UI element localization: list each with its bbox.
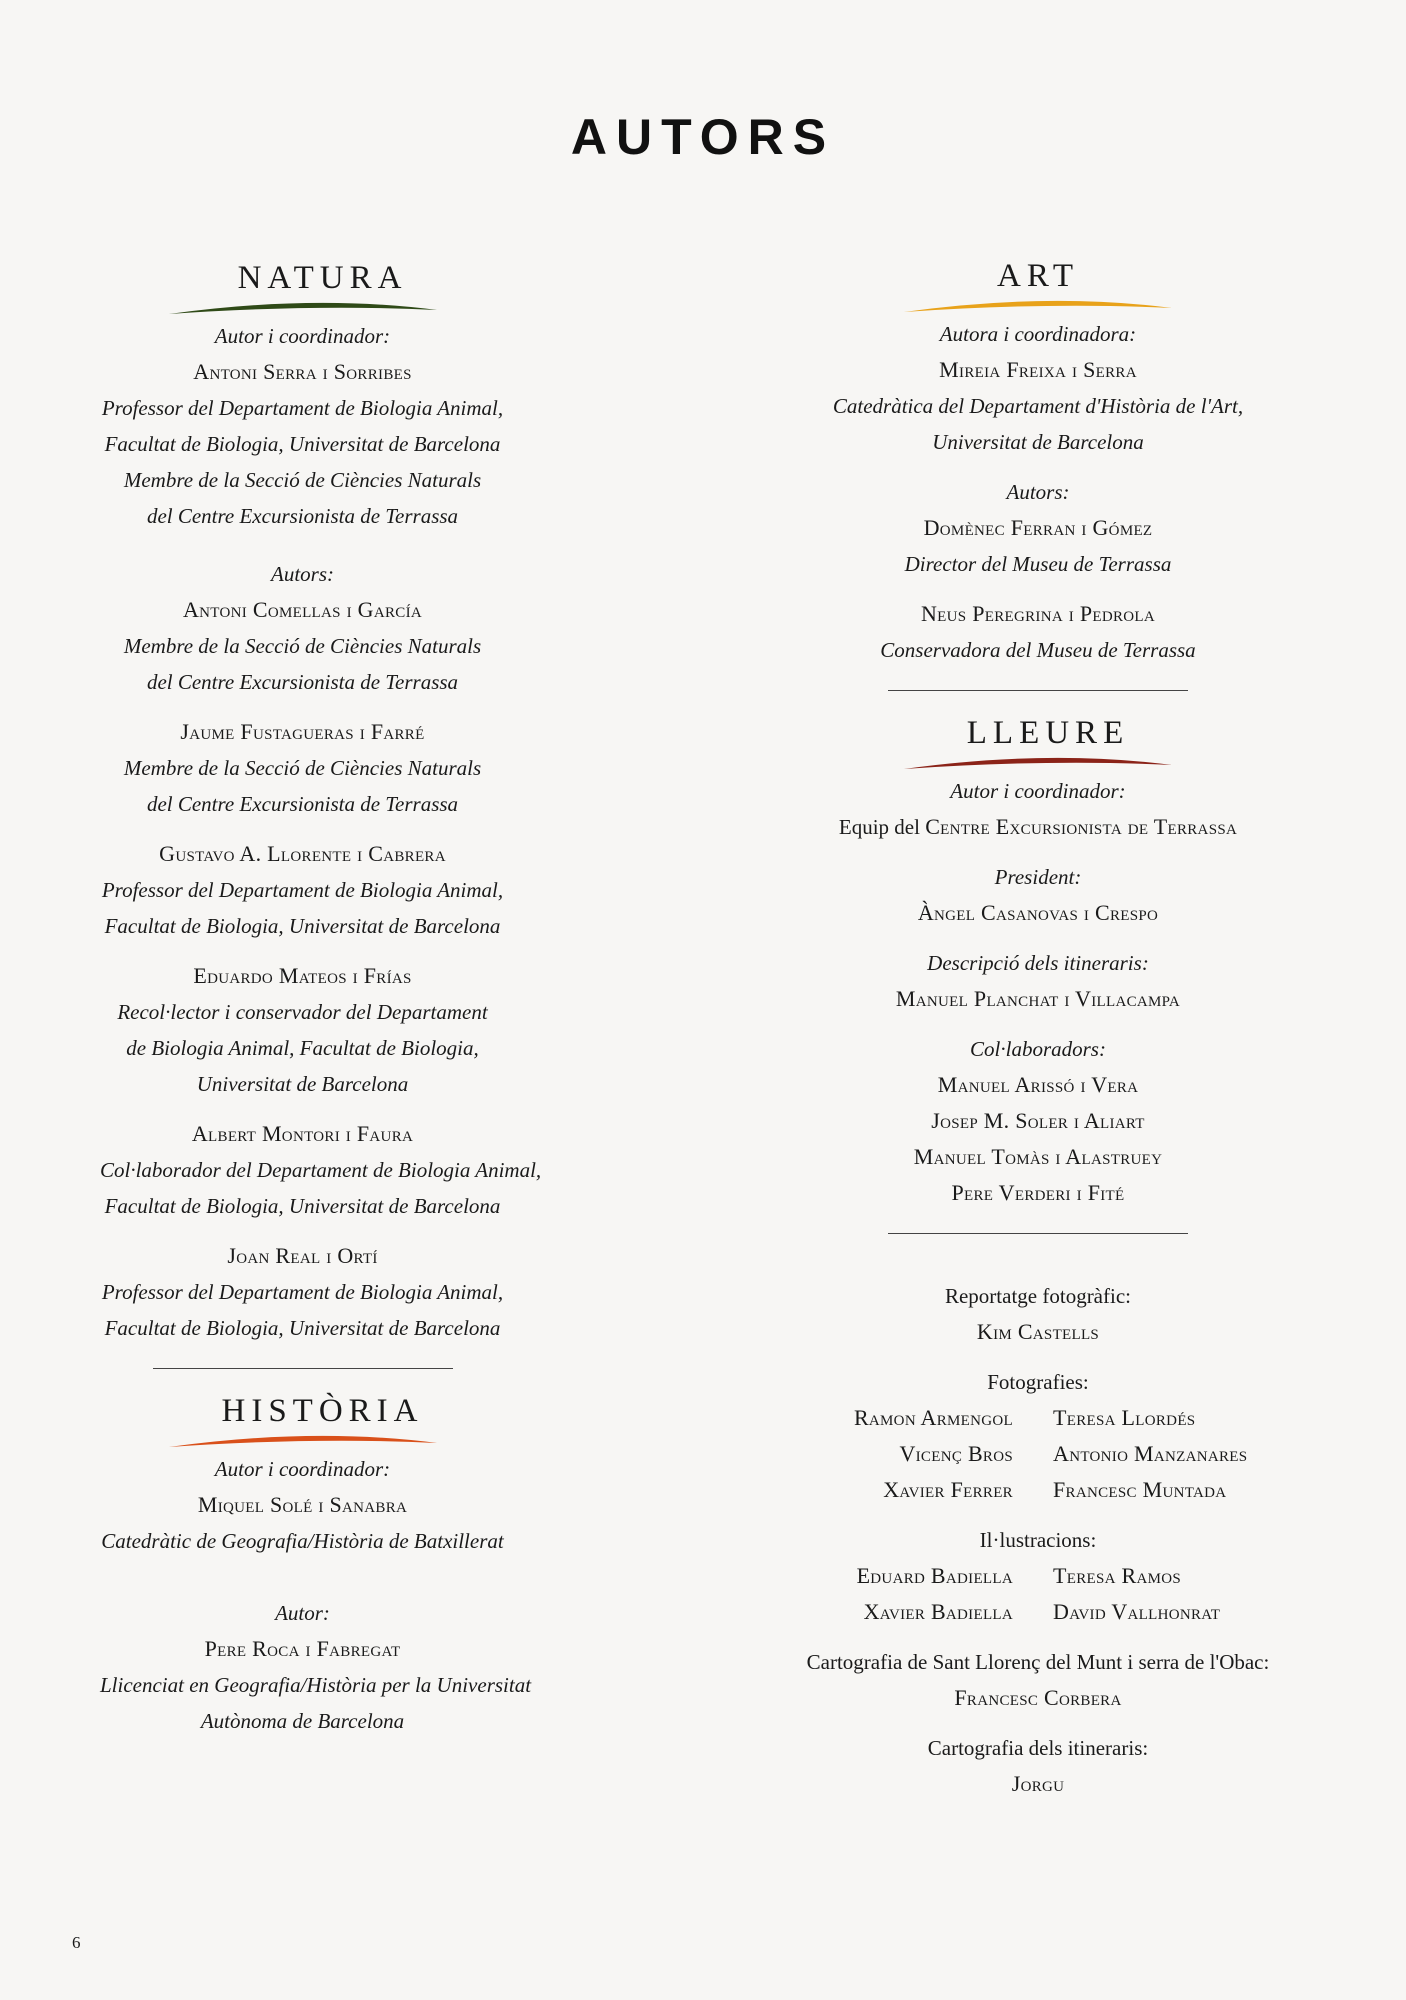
natura-author-desc: Recol·lector i conservador del Departament [117, 1000, 488, 1024]
natura-author-desc: Universitat de Barcelona [196, 1072, 409, 1096]
art-coord-desc-2: Universitat de Barcelona [932, 430, 1144, 454]
natura-authors-label: Autors: [271, 562, 334, 586]
art-coord-desc-1: Catedràtica del Departament d'Història de l'Art, [832, 394, 1244, 418]
photos-label: Fotografies: [987, 1370, 1089, 1394]
historia-coord-desc: Catedràtic de Geografia/Història de Batxillerat [101, 1529, 504, 1553]
natura-coord-desc-1: Professor del Departament de Biologia Animal, [101, 396, 504, 420]
art-coord-name: Mireia Freixa i Serra [939, 357, 1137, 382]
illus-label: Il·lustracions: [979, 1528, 1097, 1552]
natura-author-name: Albert Montori i Faura [191, 1121, 414, 1146]
natura-author-desc: del Centre Excursionista de Terrassa [146, 670, 459, 694]
natura-heading: NATURA [237, 260, 408, 296]
art-author-desc: Director del Museu de Terrassa [904, 552, 1172, 576]
page-title: AUTORS [570, 109, 836, 165]
art-author-name: Domènec Ferran i Gómez [923, 515, 1153, 540]
lleure-section-header [728, 713, 1348, 773]
carto1-name: Francesc Corbera [954, 1685, 1122, 1710]
historia-heading: HISTÒRIA [221, 1393, 424, 1429]
historia-author-desc-1: Llicenciat en Geografia/Història per la Universitat [100, 1673, 532, 1697]
photos-row [728, 1400, 1348, 1436]
lleure-collaborator: Manuel Tomàs i Alastruey [913, 1144, 1163, 1169]
lleure-coord-name-org: Centre Excursionista de Terrassa [925, 814, 1238, 839]
historia-author-desc-2: Autònoma de Barcelona [200, 1709, 405, 1733]
natura-author-name: Antoni Comellas i García [182, 597, 423, 622]
lleure-coord-name-prefix: Equip del [838, 815, 920, 839]
lleure-swoosh [898, 753, 1178, 773]
photographer-name: Vicenç Bros [899, 1441, 1013, 1466]
natura-coord-desc-3: Membre de la Secció de Ciències Naturals [123, 468, 482, 492]
photographer-name: Ramon Armengol [853, 1405, 1013, 1430]
illustrator-name: Eduard Badiella [856, 1563, 1013, 1588]
natura-author-desc: Facultat de Biologia, Universitat de Barcelona [104, 1316, 501, 1340]
natura-author-desc: Col·laborador del Departament de Biologia Animal, [100, 1158, 542, 1182]
historia-author-label: Autor: [275, 1601, 330, 1625]
lleure-desc-label: Descripció dels itineraris: [927, 951, 1149, 975]
carto2-label: Cartografia dels itineraris: [927, 1736, 1149, 1760]
carto1-label: Cartografia de Sant Llorenç del Munt i serra de l'Obac: [806, 1650, 1270, 1674]
historia-swoosh [163, 1431, 443, 1451]
natura-author-desc: Facultat de Biologia, Universitat de Barcelona [104, 914, 501, 938]
photos-row [728, 1436, 1348, 1472]
natura-coord-desc-2: Facultat de Biologia, Universitat de Barcelona [104, 432, 501, 456]
art-coord-label: Autora i coordinadora: [939, 322, 1137, 346]
photographer-name: Francesc Muntada [1053, 1477, 1227, 1502]
art-heading: ART [996, 258, 1080, 294]
art-author-name: Neus Peregrina i Pedrola [920, 601, 1156, 626]
historia-author-name: Pere Roca i Fabregat [204, 1636, 401, 1661]
natura-author-desc: del Centre Excursionista de Terrassa [146, 792, 459, 816]
illustrator-name: David Vallhonrat [1053, 1599, 1221, 1624]
natura-author-desc: Professor del Departament de Biologia Animal, [101, 1280, 504, 1304]
report-name: Kim Castells [976, 1319, 1100, 1344]
left-column [100, 258, 542, 1739]
photographer-name: Teresa Llordés [1053, 1405, 1196, 1430]
natura-coord-name: Antoni Serra i Sorribes [193, 359, 412, 384]
natura-swoosh [163, 298, 443, 318]
natura-author-desc: Professor del Departament de Biologia Animal, [101, 878, 504, 902]
illustrator-name: Teresa Ramos [1053, 1563, 1182, 1588]
natura-section-header [100, 258, 505, 318]
natura-author-name: Jaume Fustagueras i Farré [180, 719, 425, 744]
lleure-president-name: Àngel Casanovas i Crespo [917, 900, 1159, 925]
lleure-heading: LLEURE [966, 715, 1130, 751]
illus-row [728, 1558, 1348, 1594]
historia-coord-label: Autor i coordinador: [214, 1457, 391, 1481]
lleure-president-label: President: [994, 865, 1082, 889]
natura-author-desc: Membre de la Secció de Ciències Naturals [123, 756, 482, 780]
lleure-collaborator: Pere Verderi i Fité [951, 1180, 1125, 1205]
lleure-collab-label: Col·laboradors: [970, 1037, 1106, 1061]
natura-author-name: Eduardo Mateos i Frías [193, 963, 412, 988]
lleure-collaborator: Manuel Arissó i Vera [937, 1072, 1139, 1097]
natura-coord-desc-4: del Centre Excursionista de Terrassa [146, 504, 459, 528]
right-column [728, 256, 1348, 1802]
historia-section-header [100, 1391, 505, 1451]
report-label: Reportatge fotogràfic: [944, 1284, 1131, 1308]
art-swoosh [898, 296, 1178, 316]
natura-author-name: Gustavo A. Llorente i Cabrera [159, 841, 446, 866]
art-section-header [728, 256, 1348, 316]
photographer-name: Xavier Ferrer [883, 1477, 1013, 1502]
photographer-name: Antonio Manzanares [1053, 1441, 1248, 1466]
lleure-coord-label: Autor i coordinador: [950, 779, 1126, 803]
carto2-name: Jorgu [1011, 1771, 1065, 1796]
illus-row [728, 1594, 1348, 1630]
photos-row [728, 1472, 1348, 1508]
art-author-desc: Conservadora del Museu de Terrassa [880, 638, 1196, 662]
lleure-collaborator: Josep M. Soler i Aliart [931, 1108, 1145, 1133]
illustrator-name: Xavier Badiella [863, 1599, 1013, 1624]
natura-coord-label: Autor i coordinador: [214, 324, 391, 348]
natura-author-desc: de Biologia Animal, Facultat de Biologia, [126, 1036, 479, 1060]
natura-author-desc: Facultat de Biologia, Universitat de Barcelona [104, 1194, 501, 1218]
natura-author-name: Joan Real i Ortí [227, 1243, 378, 1268]
lleure-coord-name [728, 809, 1348, 845]
historia-coord-name: Miquel Solé i Sanabra [197, 1492, 408, 1517]
page-number: 6 [72, 1933, 81, 1952]
natura-author-desc: Membre de la Secció de Ciències Naturals [123, 634, 482, 658]
art-authors-label: Autors: [1006, 480, 1070, 504]
lleure-desc-name: Manuel Planchat i Villacampa [895, 986, 1181, 1011]
